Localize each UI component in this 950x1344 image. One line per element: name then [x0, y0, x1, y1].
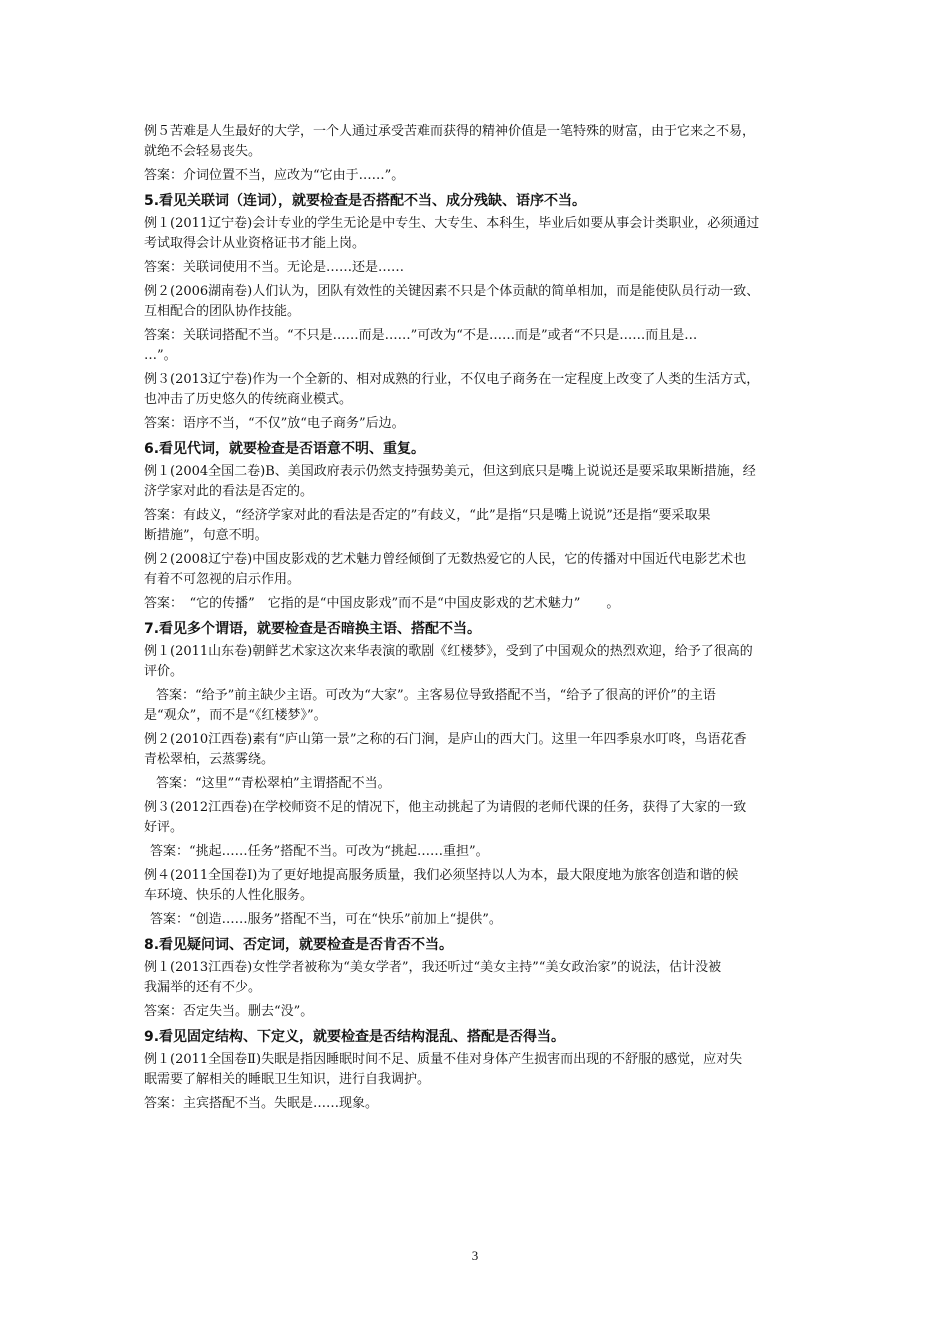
text-line: 考试取得会计从业资格证书才能上岗。 — [144, 236, 366, 251]
text-line: 答案：主宾搭配不当。失眠是……现象。 — [144, 1096, 379, 1111]
text-line: 是“观众”，而不是“《红楼梦》”。 — [144, 708, 327, 723]
text-line: 例４(2011全国卷Ⅰ)为了更好地提高服务质量，我们必须坚持以人为本，最大限度地为旅客创造和谐的候 — [144, 868, 739, 883]
text-line: 例１(2011全国卷Ⅱ)失眠是指因睡眠时间不足、质量不佳对身体产生损害而出现的不舒服的感觉，应对失 — [144, 1052, 743, 1067]
text-line: 例３(2013辽宁卷)作为一个全新的、相对成熟的行业，不仅电子商务在一定程度上改变了人类的生活方式， — [144, 372, 760, 387]
text-line: 例１(2011辽宁卷)会计专业的学生无论是中专生、大专生、本科生，毕业后如要从事会计类职业，必须通过 — [144, 216, 760, 231]
text-line: 例２(2008辽宁卷)中国皮影戏的艺术魅力曾经倾倒了无数热爱它的人民，它的传播对中国近代电影艺术也 — [144, 552, 747, 567]
text-line: 例１(2013江西卷)女性学者被称为“美女学者”，我还听过“美女主持”“美女政治家”的说法，估计没被 — [144, 960, 722, 975]
text-line: 眠需要了解相关的睡眠卫生知识，进行自我调护。 — [144, 1072, 431, 1087]
section-heading: 8.看见疑问词、否定词，就要检查是否肯否不当。 — [144, 937, 454, 953]
page-content — [144, 124, 808, 1120]
text-line: 互相配合的团队协作技能。 — [144, 304, 301, 319]
text-line: 有着不可忽视的启示作用。 — [144, 572, 301, 587]
text-line: …”。 — [144, 348, 177, 363]
page-number: 3 — [471, 1248, 479, 1263]
section-heading: 6.看见代词，就要检查是否语意不明、重复。 — [144, 441, 426, 457]
section-heading: 9.看见固定结构、下定义，就要检查是否结构混乱、搭配是否得当。 — [144, 1029, 566, 1045]
text-line: 答案：“这里”“青松翠柏”主谓搭配不当。 — [156, 776, 391, 791]
text-line: 答案：语序不当，“不仅”放“电子商务”后边。 — [144, 416, 405, 431]
text-line: 济学家对此的看法是否定的。 — [144, 484, 314, 499]
text-line: 断措施”，句意不明。 — [144, 528, 268, 543]
text-line: 答案： “它的传播” 它指的是“中国皮影戏”而不是“中国皮影戏的艺术魅力” 。 — [144, 596, 620, 611]
text-line: 例１(2004全国二卷)B、美国政府表示仍然支持强势美元，但这到底只是嘴上说说还是要采取果断措施，经 — [144, 464, 756, 479]
text-line: 答案：有歧义，“经济学家对此的看法是否定的”有歧义，“此”是指“只是嘴上说说”还是指“要采取果 — [144, 508, 711, 523]
text-line: 答案：“挑起……任务”搭配不当。可改为“挑起……重担”。 — [150, 844, 489, 859]
text-line: 例３(2012江西卷)在学校师资不足的情况下，他主动挑起了为请假的老师代课的任务，获得了大家的一致 — [144, 800, 747, 815]
text-line: 答案：介词位置不当，应改为“它由于……”。 — [144, 168, 405, 183]
text-line: 青松翠柏，云蒸雾绕。 — [144, 752, 275, 767]
text-line: 就绝不会轻易丧失。 — [144, 144, 262, 159]
text-line: 例１(2011山东卷)朝鲜艺术家这次来华表演的歌剧《红楼梦》，受到了中国观众的热烈欢迎，给予了很高的 — [144, 644, 753, 659]
section-heading: 7.看见多个谓语，就要检查是否暗换主语、搭配不当。 — [144, 621, 482, 637]
text-line: 我漏举的还有不少。 — [144, 980, 262, 995]
text-line: 车环境、快乐的人性化服务。 — [144, 888, 314, 903]
text-line: 也冲击了历史悠久的传统商业模式。 — [144, 392, 353, 407]
text-line: 答案：“创造……服务”搭配不当，可在“快乐”前加上“提供”。 — [150, 912, 502, 927]
text-line: 答案：关联词搭配不当。“不只是……而是……”可改为“不是……而是”或者“不只是……而且是… — [144, 328, 698, 343]
text-line: 答案：关联词使用不当。无论是……还是…… — [144, 260, 405, 275]
text-line: 评价。 — [144, 664, 184, 679]
text-line: 例５苦难是人生最好的大学，一个人通过承受苦难而获得的精神价值是一笔特殊的财富，由于它来之不易， — [144, 124, 756, 139]
text-line: 例２(2010江西卷)素有“庐山第一景”之称的石门涧，是庐山的西大门。这里一年四季泉水叮咚，鸟语花香 — [144, 732, 747, 747]
text-line: 好评。 — [144, 820, 184, 835]
section-heading: 5.看见关联词（连词），就要检查是否搭配不当、成分残缺、语序不当。 — [144, 193, 587, 209]
text-line: 答案：“给予”前主缺少主语。可改为“大家”。主客易位导致搭配不当，“给予了很高的评价”的主语 — [156, 688, 716, 703]
text-line: 答案：否定失当。删去“没”。 — [144, 1004, 314, 1019]
text-line: 例２(2006湖南卷)人们认为，团队有效性的关键因素不只是个体贡献的简单相加，而是能使队员行动一致、 — [144, 284, 760, 299]
